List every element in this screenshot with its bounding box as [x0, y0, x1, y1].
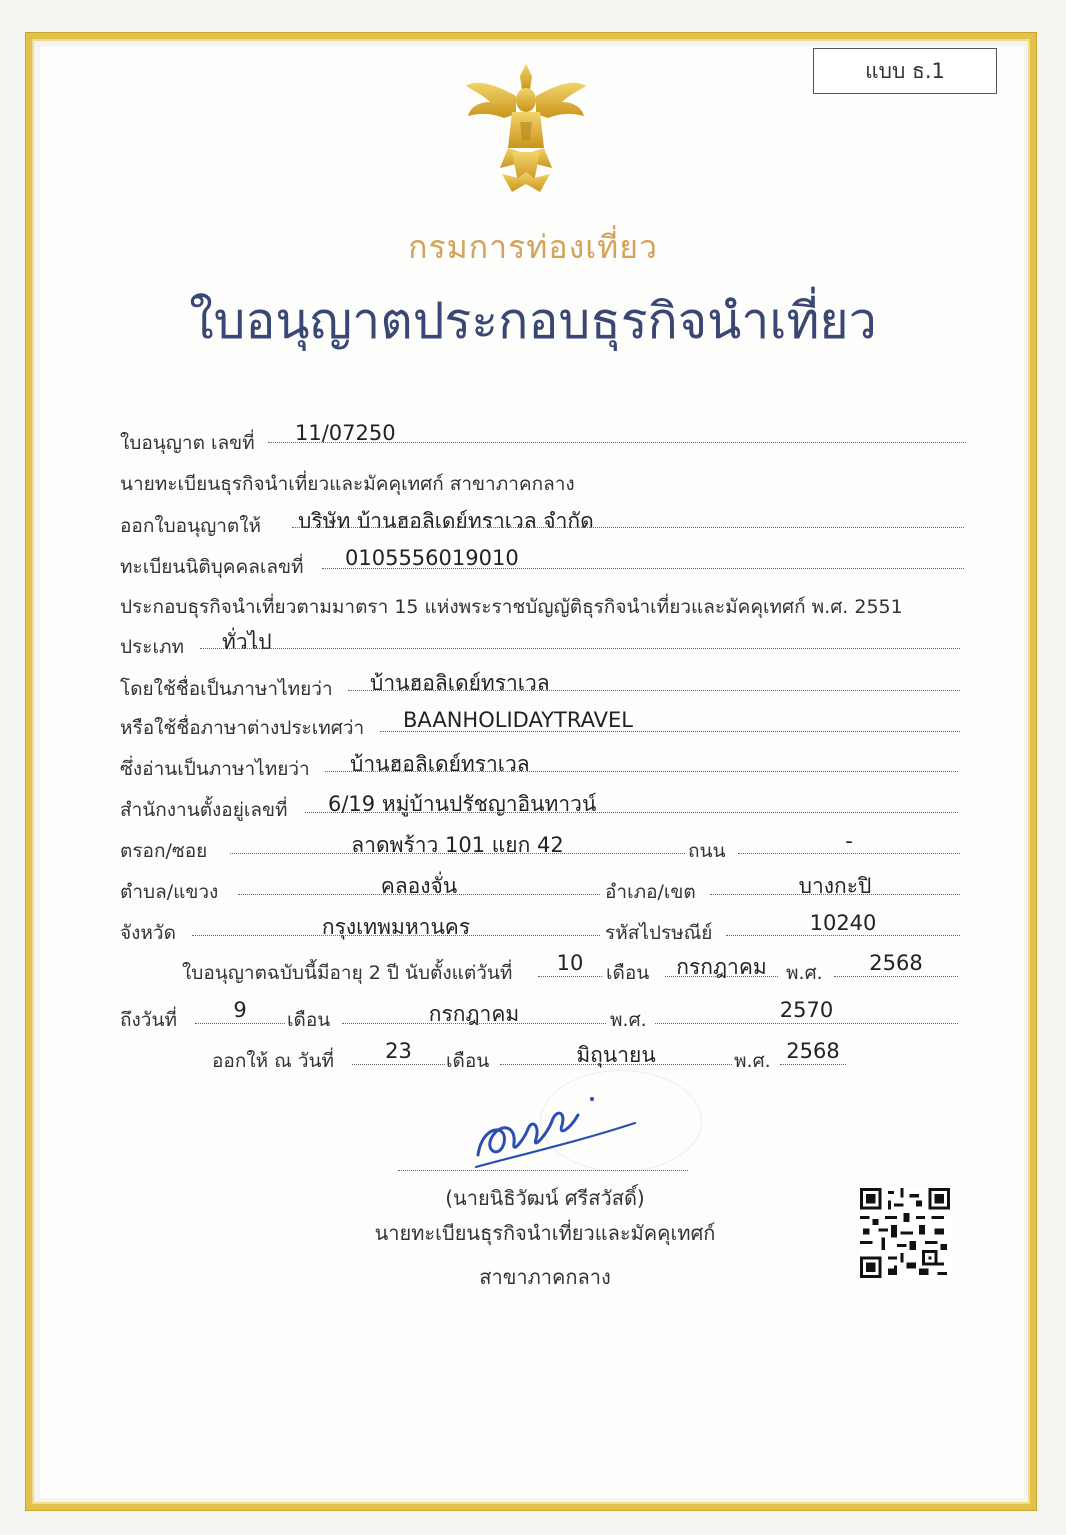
postcode-value: 10240 — [809, 911, 877, 935]
dotted-line — [192, 935, 600, 936]
issue-year: 2568 — [786, 1039, 840, 1063]
district-label: อำเภอ/เขต — [605, 881, 696, 903]
qr-code-icon — [860, 1188, 950, 1278]
dotted-line — [665, 976, 778, 977]
reading-value: บ้านฮอลิเดย์ทราเวล — [350, 752, 530, 776]
soi-value: ลาดพร้าว 101 แยก 42 — [351, 833, 564, 857]
validity-year-label: พ.ศ. — [786, 962, 823, 984]
dotted-line — [738, 853, 960, 854]
signature-line — [398, 1170, 688, 1171]
foreign-name-value: BAANHOLIDAYTRAVEL — [403, 708, 633, 732]
expiry-label: ถึงวันที่ — [120, 1009, 177, 1031]
juristic-number-value: 0105556019010 — [345, 546, 519, 570]
thai-name-label: โดยใช้ชื่อเป็นภาษาไทยว่า — [120, 678, 333, 700]
validity-start-year: 2568 — [869, 951, 923, 975]
category-label: ประเภท — [120, 636, 185, 658]
registrar-branch-text: นายทะเบียนธุรกิจนำเที่ยวและมัคคุเทศก์ สาขาภาคกลาง — [120, 473, 575, 495]
license-number-value: 11/07250 — [295, 421, 396, 445]
expiry-year: 2570 — [779, 998, 834, 1022]
expiry-month: กรกฎาคม — [428, 1002, 520, 1026]
dotted-line — [200, 648, 960, 649]
dotted-line — [780, 1064, 846, 1065]
road-label: ถนน — [688, 840, 726, 862]
expiry-day: 9 — [233, 998, 247, 1022]
dotted-line — [238, 894, 600, 895]
foreign-name-label: หรือใช้ชื่อภาษาต่างประเทศว่า — [120, 717, 365, 739]
signatory-branch: สาขาภาคกลาง — [479, 1265, 611, 1289]
dotted-line — [655, 1023, 958, 1024]
postcode-label: รหัสไปรษณีย์ — [605, 922, 713, 944]
validity-label: ใบอนุญาตฉบับนี้มีอายุ 2 ปี นับตั้งแต่วันที่ — [182, 962, 513, 984]
juristic-number-label: ทะเบียนนิติบุคคลเลขที่ — [120, 556, 304, 578]
category-value: ทั่วไป — [222, 630, 272, 654]
subdistrict-value: คลองจั่น — [380, 874, 458, 898]
signatory-name: (นายนิธิวัฒน์ ศรีสวัสดิ์) — [445, 1186, 645, 1210]
expiry-year-label: พ.ศ. — [610, 1009, 647, 1031]
expiry-month-label: เดือน — [287, 1009, 331, 1031]
issued-to-value: บริษัท บ้านฮอลิเดย์ทราเวล จำกัด — [298, 509, 594, 533]
dotted-line — [500, 1064, 732, 1065]
form-code-box: แบบ ธ.1 — [813, 48, 997, 94]
issue-month: มิถุนายน — [576, 1043, 656, 1067]
dotted-line — [726, 935, 960, 936]
garuda-emblem-icon — [460, 56, 592, 198]
department-name: กรมการท่องเที่ยว — [408, 228, 658, 266]
signature-mark — [470, 1085, 640, 1175]
soi-label: ตรอก/ซอย — [120, 840, 208, 862]
signatory-position: นายทะเบียนธุรกิจนำเที่ยวและมัคคุเทศก์ — [374, 1221, 716, 1245]
province-value: กรุงเทพมหานคร — [321, 915, 471, 939]
thai-name-value: บ้านฮอลิเดย์ทราเวล — [370, 671, 550, 695]
dotted-line — [380, 731, 960, 732]
issue-year-label: พ.ศ. — [734, 1050, 771, 1072]
dotted-line — [268, 442, 966, 443]
dotted-line — [710, 894, 960, 895]
dotted-line — [538, 976, 602, 977]
dotted-line — [834, 976, 958, 977]
license-number-label: ใบอนุญาต เลขที่ — [120, 432, 255, 454]
dotted-line — [325, 771, 958, 772]
province-label: จังหวัด — [120, 922, 176, 944]
validity-start-month: กรกฎาคม — [676, 955, 767, 979]
road-value: - — [845, 829, 853, 853]
dotted-line — [230, 853, 685, 854]
dotted-line — [322, 568, 964, 569]
dotted-line — [352, 1064, 445, 1065]
subdistrict-label: ตำบล/แขวง — [120, 881, 219, 903]
office-value: 6/19 หมู่บ้านปรัชญาอินทาวน์ — [328, 792, 597, 816]
dotted-line — [195, 1023, 285, 1024]
dotted-line — [292, 527, 964, 528]
validity-month-label: เดือน — [606, 962, 650, 984]
issue-date-label: ออกให้ ณ วันที่ — [212, 1050, 335, 1072]
dotted-line — [348, 690, 960, 691]
validity-start-day: 10 — [556, 951, 584, 975]
dotted-line — [342, 1023, 606, 1024]
issue-day: 23 — [385, 1039, 412, 1063]
issued-to-label: ออกใบอนุญาตให้ — [120, 515, 262, 537]
dotted-line — [305, 812, 958, 813]
act-statement-text: ประกอบธุรกิจนำเที่ยวตามมาตรา 15 แห่งพระราชบัญญัติธุรกิจนำเที่ยวและมัคคุเทศก์ พ.ศ. 2551 — [120, 596, 903, 618]
reading-label: ซึ่งอ่านเป็นภาษาไทยว่า — [120, 758, 310, 780]
document-title: ใบอนุญาตประกอบธุรกิจนำเที่ยว — [189, 292, 877, 350]
district-value: บางกะปิ — [798, 874, 872, 898]
office-label: สำนักงานตั้งอยู่เลขที่ — [120, 799, 288, 821]
issue-month-label: เดือน — [446, 1050, 490, 1072]
